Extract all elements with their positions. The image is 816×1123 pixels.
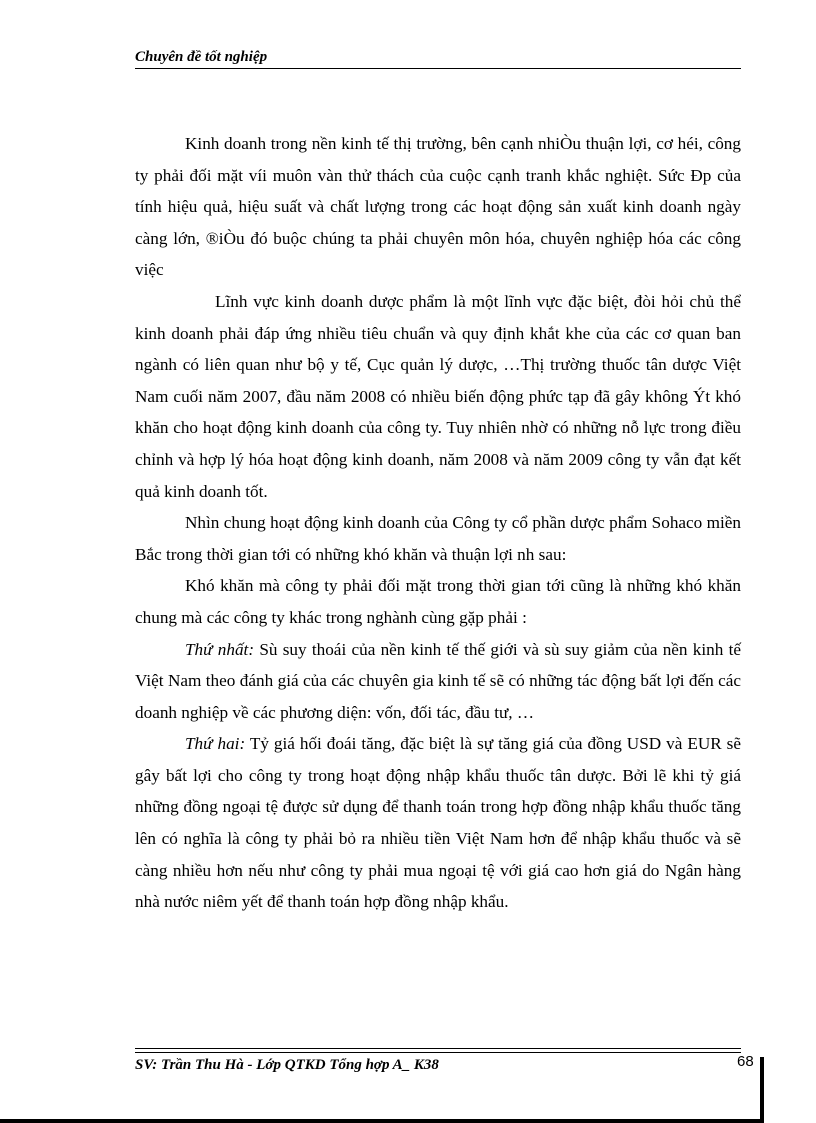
page-border-shadow-bottom (0, 1119, 764, 1123)
paragraph-first (135, 634, 741, 729)
paragraph-text: Tỷ giá hối đoái tăng, đặc biệt là sự tăng giá của đồng USD và EUR sẽ gây bất lợi cho công ty trong hoạt động nhập khẩu thuốc tân dược. Bởi lẽ khi tỷ giá những đồng ngoại tệ được sử dụng để thanh toán trong hợp đồng nhập khẩu thuốc tăng lên có nghĩa là công ty phải bỏ ra nhiều tiền Việt Nam hơn để nhập khẩu thuốc và sẽ càng nhiều hơn nếu như công ty phải mua ngoại tệ với giá cao hơn giá do Ngân hàng nhà nước niêm yết để thanh toán hợp đồng nhập khẩu. (135, 734, 741, 912)
paragraph-text: Khó khăn mà công ty phải đối mặt trong thời gian tới cũng là những khó khăn chung mà các công ty khác trong nghành cùng gặp phải : (135, 576, 741, 627)
paragraph-second (135, 728, 741, 918)
paragraph-pharma-field (135, 286, 741, 507)
paragraph-lead: Thứ nhất: (185, 639, 255, 659)
footer-rule (135, 1048, 741, 1053)
paragraph-text: Lĩnh vực kinh doanh dược phẩm là một lĩnh vực đặc biệt, đòi hỏi chủ thể kinh doanh phải đáp ứng nhiều tiêu chuẩn và quy định khắt khe của các cơ quan ban ngành có liên quan như bộ y tế, Cục quản lý dược, …Thị trường thuốc tân dược Việt Nam cuối năm 2007, đầu năm 2008 có nhiều biến động phức tạp đã gây không Ýt khó khăn cho hoạt động kinh doanh của công ty. Tuy nhiên nhờ có những nỗ lực trong điều chỉnh và hợp lý hóa hoạt động kinh doanh, năm 2008 và năm 2009 công ty vẫn đạt kết quả kinh doanh tốt. (135, 291, 741, 501)
paragraph-text: Nhìn chung hoạt động kinh doanh của Công ty cổ phần dược phẩm Sohaco miền Bắc trong thời gian tới có những khó khăn và thuận lợi nh sau: (135, 513, 741, 564)
paragraph-overview (135, 507, 741, 570)
paragraph-intro (135, 128, 741, 286)
footer-author: SV: Trần Thu Hà - Lớp QTKD Tổng hợp A_ K38 (135, 1057, 439, 1073)
page-number: 68 (737, 1053, 754, 1070)
paragraph-difficulties (135, 570, 741, 633)
header-rule (135, 68, 741, 69)
paragraph-lead: Thứ hai: (185, 734, 246, 754)
body-text (135, 128, 741, 918)
paragraph-text: Kinh doanh trong nền kinh tế thị trường, bên cạnh nhiÒu thuận lợi, cơ héi, công ty phải đối mặt víi muôn vàn thử thách của cuộc cạnh tranh khắc nghiệt. Sức Ðp của tính hiệu quả, hiệu suất và chất lượng trong các hoạt động sản xuất kinh doanh ngày càng lớn, ®iÒu đó buộc chúng ta phải chuyên môn hóa, chuyên nghiệp hóa các công việc (135, 134, 741, 280)
header-title: Chuyên đề tốt nghiệp (135, 49, 268, 65)
page-border-shadow-right (760, 1057, 764, 1123)
paragraph-text: Sù suy thoái của nền kinh tế thế giới và sù suy giảm của nền kinh tế Việt Nam theo đánh giá của các chuyên gia kinh tế sẽ có những tác động bất lợi đến các doanh nghiệp về các phương diện: vốn, đối tác, đầu tư, … (135, 639, 741, 722)
